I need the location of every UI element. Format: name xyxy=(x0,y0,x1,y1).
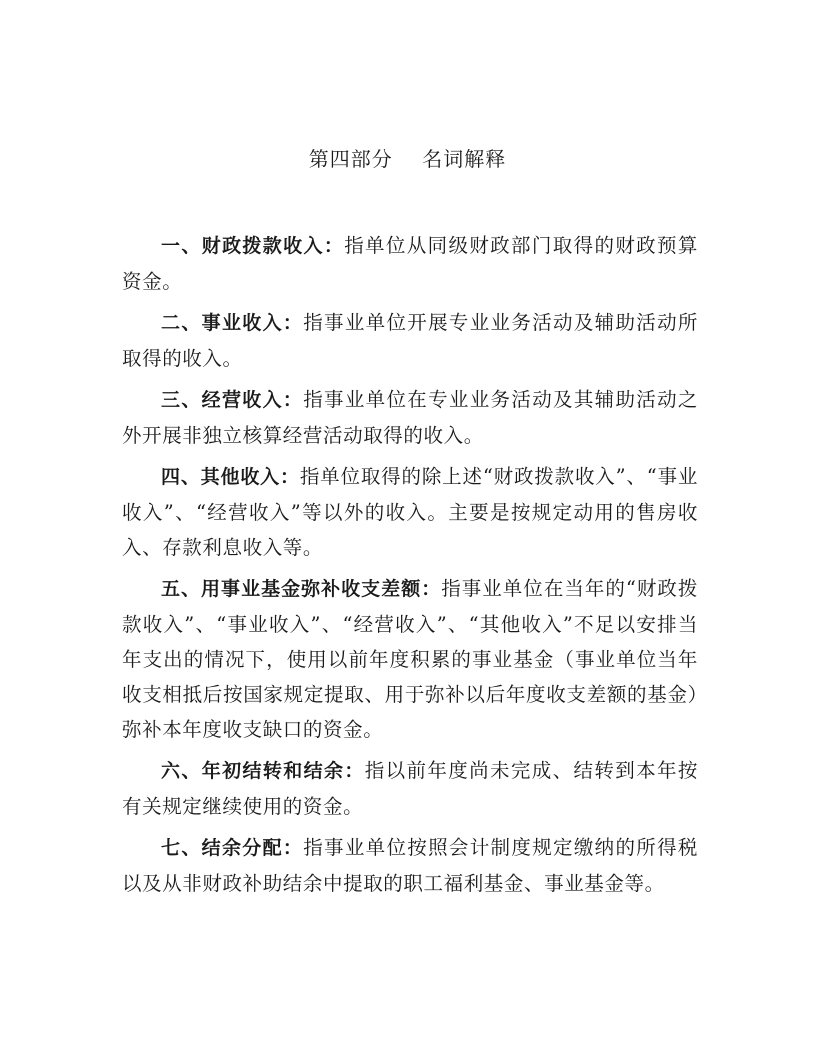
term-text: 指事业单位在专业业务活动及其辅助活动之外开展非独立核算经营活动取得的收入。 xyxy=(122,388,699,447)
page-title: 第四部分 名词解释 xyxy=(308,147,507,171)
term-text: 指单位取得的除上述“财政拨款收入”、“事业收入”、“经营收入”等以外的收入。主要是按规定动用的售房收入、存款利息收入等。 xyxy=(122,465,699,559)
term-label: 三、经营收入： xyxy=(161,389,304,411)
term-label: 四、其他收入： xyxy=(161,466,300,488)
term-paragraph-2 xyxy=(122,305,698,376)
term-label: 一、财政拨款收入： xyxy=(161,235,345,257)
term-text: 指事业单位在当年的“财政拨款收入”、“事业收入”、“经营收入”、“其他收入”不足以安排当年支出的情况下，使用以前年度积累的事业基金（事业单位当年收支相抵后按国家规定提取、用于弥补以后年度收支差额的基金）弥补本年度收支缺口的资金。 xyxy=(122,577,698,741)
terms-list xyxy=(122,228,698,907)
term-label: 二、事业收入： xyxy=(161,312,304,334)
term-paragraph-4 xyxy=(122,459,698,565)
term-paragraph-6 xyxy=(122,753,698,824)
term-label: 六、年初结转和结余： xyxy=(161,760,365,782)
term-label: 五、用事业基金弥补收支差额： xyxy=(161,578,442,600)
term-text: 指事业单位按照会计制度规定缴纳的所得税以及从非财政补助结余中提取的职工福利基金、事业基金等。 xyxy=(122,836,699,895)
term-paragraph-3 xyxy=(122,382,698,453)
term-text: 指以前年度尚未完成、结转到本年按有关规定继续使用的资金。 xyxy=(122,759,698,818)
term-paragraph-5 xyxy=(122,571,698,747)
term-paragraph-1 xyxy=(122,228,698,299)
term-label: 七、结余分配： xyxy=(161,837,304,859)
term-text: 指单位从同级财政部门取得的财政预算资金。 xyxy=(122,234,698,293)
term-paragraph-7 xyxy=(122,830,698,901)
term-text: 指事业单位开展专业业务活动及辅助活动所取得的收入。 xyxy=(122,311,699,370)
